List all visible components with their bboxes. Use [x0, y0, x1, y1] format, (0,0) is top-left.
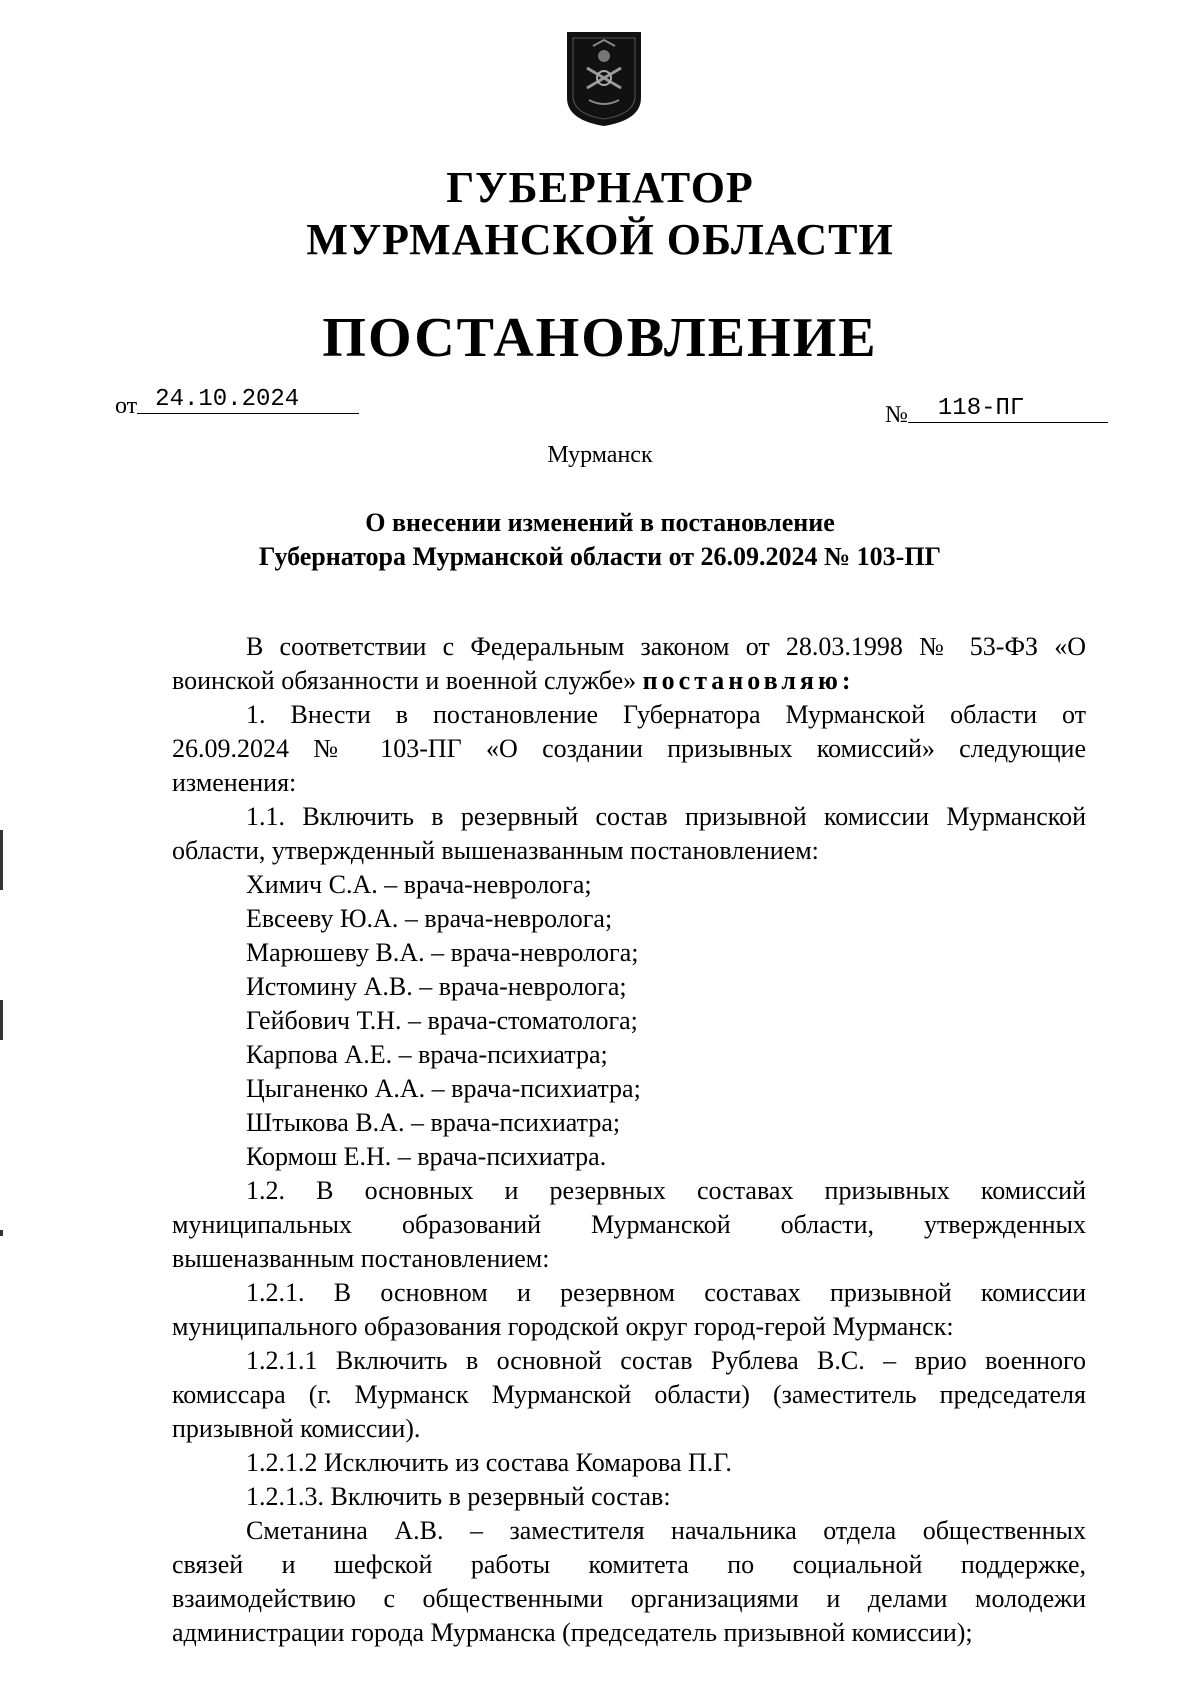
scan-edge-mark [0, 1000, 3, 1040]
number-value: 118-ПГ [908, 395, 1108, 423]
document-type-title: ПОСТАНОВЛЕНИЕ [322, 307, 878, 369]
document-body [172, 630, 1086, 1650]
smetanin-entry-line: администрации города Мурманска (председатель призывной комиссии); [172, 1618, 973, 1647]
coat-of-arms-emblem [563, 28, 645, 128]
number-field [885, 395, 1108, 431]
paragraph-1-2-1-1-line: 1.2.1.1 Включить в основной состав Рублева В.С. – врио военного [246, 1346, 1086, 1375]
paragraph-1-1-line: области, утвержденный вышеназванным постановлением: [172, 836, 819, 865]
smetanin-entry-line: Сметанина А.В. – заместителя начальника отдела общественных [246, 1516, 1086, 1545]
subject-line-2: Губернатора Мурманской области от 26.09.2024 № 103-ПГ [258, 542, 942, 571]
paragraph-1-line: 26.09.2024 № 103-ПГ «О создании призывных комиссий» следующие [172, 734, 1086, 763]
member-item: Кормош Е.Н. – врача-психиатра. [246, 1142, 607, 1171]
smetanin-entry-line: взаимодействию с общественными организациями и делами молодежи [172, 1584, 1086, 1613]
subject-line-1: О внесении изменений в постановление [365, 508, 835, 537]
member-item: Штыкова В.А. – врача-психиатра; [246, 1108, 621, 1137]
member-item: Истомину А.В. – врача-невролога; [246, 972, 627, 1001]
scan-edge-mark [0, 830, 3, 890]
smetanin-entry-line: связей и шефской работы комитета по социальной поддержке, [172, 1550, 1086, 1579]
preamble-line [172, 664, 1086, 698]
paragraph-1-line: изменения: [172, 768, 297, 797]
paragraph-1-2-1-1-line: призывной комиссии). [172, 1414, 421, 1443]
preamble-line: В соответствии с Федеральным законом от 28.03.1998 № 53-ФЗ «О [246, 632, 1086, 661]
date-value: 24.10.2024 [137, 386, 359, 414]
date-field [115, 386, 359, 422]
paragraph-1-2-1-line: 1.2.1. В основном и резервном составах призывной комиссии [246, 1278, 1086, 1307]
date-prefix: от [115, 393, 138, 419]
member-item: Гейбович Т.Н. – врача-стоматолога; [246, 1006, 638, 1035]
member-item: Химич С.А. – врача-невролога; [246, 870, 592, 899]
paragraph-1-2-1-3: 1.2.1.3. Включить в резервный состав: [246, 1482, 671, 1511]
paragraph-1-2-1-2: 1.2.1.2 Исключить из состава Комарова П.Г. [246, 1448, 732, 1477]
member-item: Цыганенко А.А. – врача-психиатра; [246, 1074, 641, 1103]
paragraph-1-2-1-line: муниципального образования городской округ город-герой Мурманск: [172, 1312, 954, 1341]
decree-word: постановляю: [642, 666, 855, 695]
header-line-2: МУРМАНСКОЙ ОБЛАСТИ [306, 215, 894, 264]
header-line-1: ГУБЕРНАТОР [446, 163, 754, 212]
paragraph-1-1-line: 1.1. Включить в резервный состав призывной комиссии Мурманской [246, 802, 1086, 831]
paragraph-1-2-line: 1.2. В основных и резервных составах призывных комиссий [246, 1176, 1086, 1205]
number-prefix: № [885, 402, 908, 428]
member-item: Карпова А.Е. – врача-психиатра; [246, 1040, 608, 1069]
paragraph-1-2-1-1-line: комиссара (г. Мурманск Мурманской области) (заместитель председателя [172, 1380, 1086, 1409]
paragraph-1-2-line: муниципальных образований Мурманской области, утвержденных [172, 1210, 1086, 1239]
paragraph-1-2-line: вышеназванным постановлением: [172, 1244, 550, 1273]
preamble-text: воинской обязанности и военной службе» [172, 666, 637, 695]
paragraph-1-line: 1. Внести в постановление Губернатора Мурманской области от [246, 700, 1086, 729]
city-label: Мурманск [547, 442, 653, 468]
scan-edge-mark [0, 1230, 3, 1236]
member-item: Марюшеву В.А. – врача-невролога; [246, 938, 639, 967]
member-item: Евсееву Ю.А. – врача-невролога; [246, 904, 613, 933]
